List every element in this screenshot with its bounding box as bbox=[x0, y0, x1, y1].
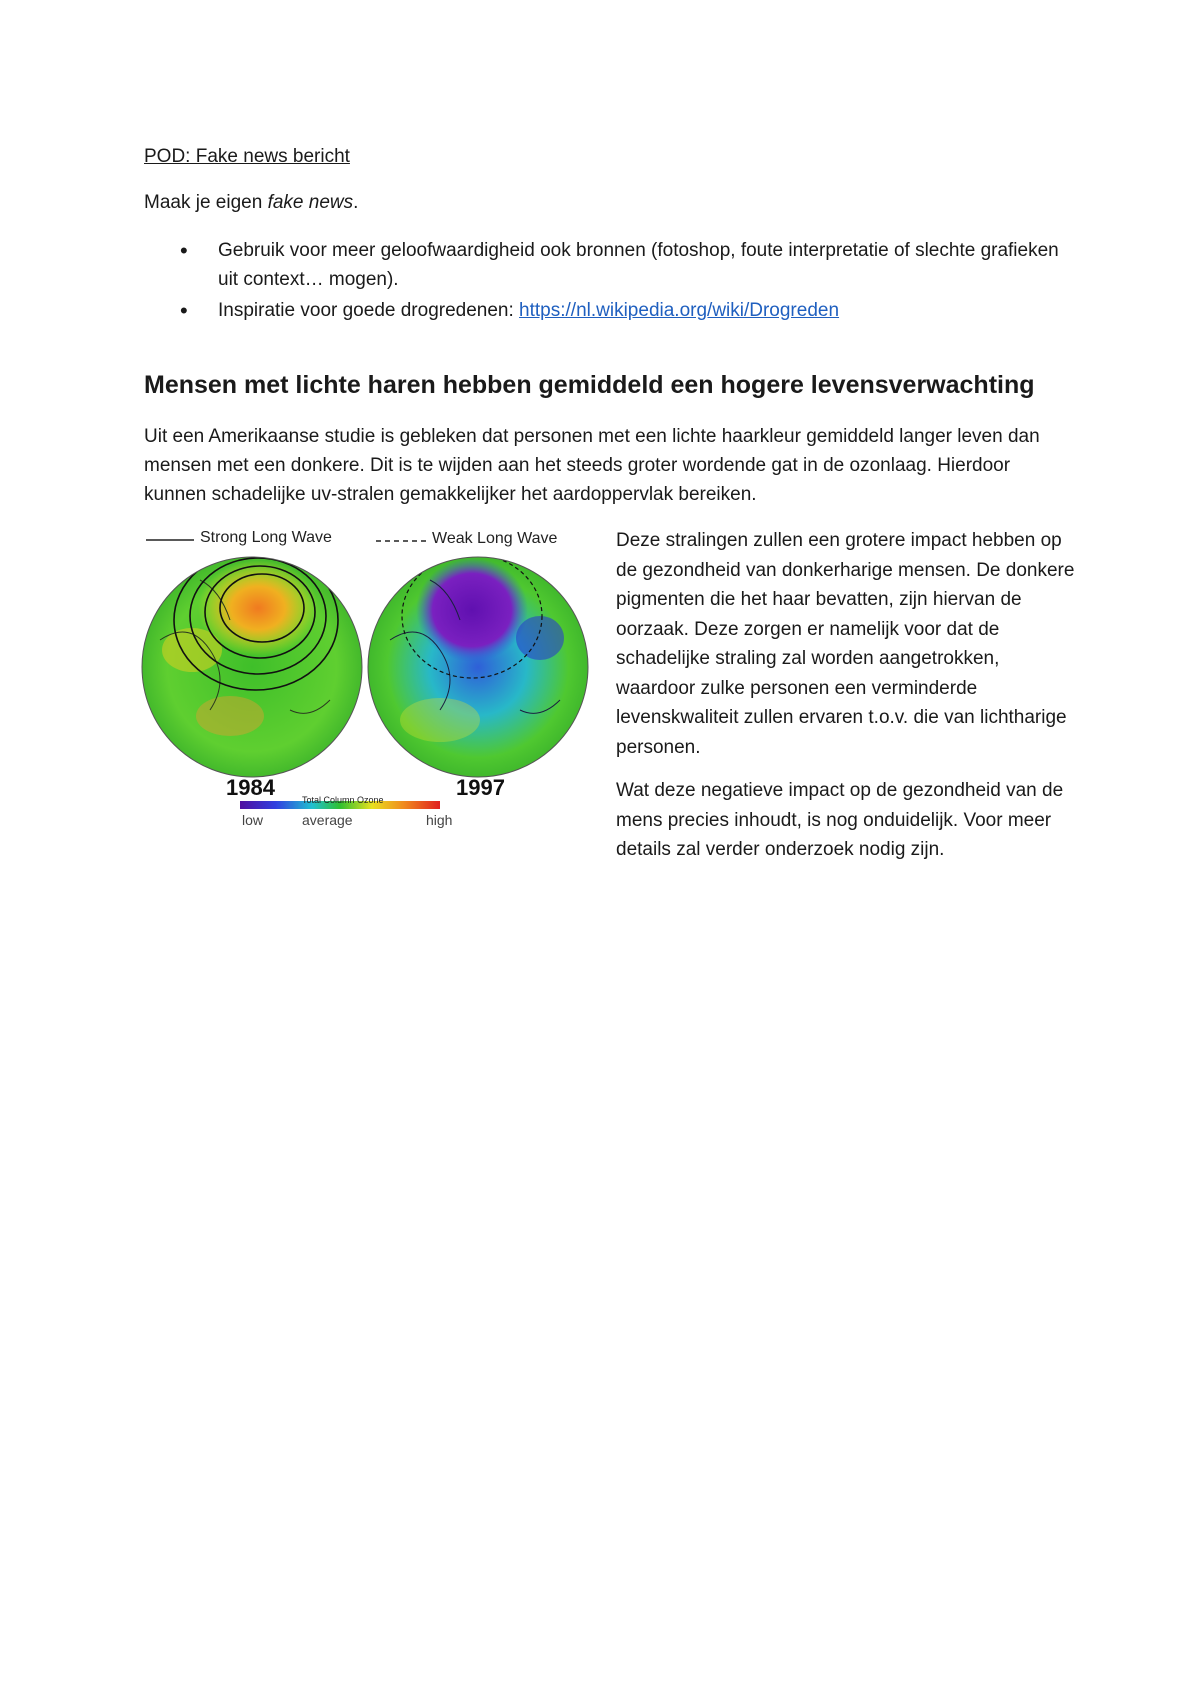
ozone-figure bbox=[140, 520, 600, 850]
wikipedia-link[interactable]: https://nl.wikipedia.org/wiki/Drogreden bbox=[519, 300, 840, 321]
article-paragraph-2: Deze stralingen zullen een grotere impact hebben op de gezondheid van donkerharige mensen. De donkere pigmenten die het haar bevatten, zijn hiervan de oorzaak. Deze zorgen er namelijk voor dat de schadelijke straling zal worden aangetrokken, waardoor zulke personen een verminderde levenskwaliteit zullen ervaren t.o.v. die van lichtharige personen. bbox=[616, 530, 1075, 758]
year-1984-label: 1984 bbox=[226, 775, 275, 800]
intro-line bbox=[144, 192, 358, 214]
legend-weak-label: Weak Long Wave bbox=[432, 530, 558, 547]
legend-strong-label: Strong Long Wave bbox=[200, 529, 332, 546]
intro-text: Maak je eigen bbox=[144, 192, 268, 213]
year-1997-label: 1997 bbox=[456, 775, 505, 800]
list-item bbox=[144, 236, 1074, 294]
list-item bbox=[144, 296, 1074, 325]
article-paragraph-3: Wat deze negatieve impact op de gezondheid van de mens precies inhoudt, is nog onduidelijk. Voor meer details zal verder onderzoek nodig zijn. bbox=[616, 780, 1064, 860]
pod-label: POD: Fake news bericht bbox=[144, 146, 350, 167]
side-text bbox=[616, 526, 1078, 879]
article-heading: Mensen met lichte haren hebben gemiddeld een hogere levensverwachting bbox=[144, 371, 1035, 399]
colorbar-high-label: high bbox=[426, 812, 453, 828]
colorbar-average-label: average bbox=[302, 812, 353, 828]
list-item-text: Gebruik voor meer geloofwaardigheid ook bronnen (fotoshop, foute interpretatie of slechte grafieken uit context… mogen). bbox=[218, 240, 1059, 290]
intro-emphasis: fake news bbox=[267, 192, 354, 213]
list-item-text: Inspiratie voor goede drogredenen: bbox=[218, 300, 520, 321]
article-paragraph-1: Uit een Amerikaanse studie is gebleken dat personen met een lichte haarkleur gemiddeld langer leven dan mensen met een donkere. Dit is te wijden aan het steeds groter wordende gat in de ozonlaag. Hierdoor kunnen schadelijke uv-stralen gemakkelijker het aardoppervlak bereiken. bbox=[144, 426, 1040, 505]
colorbar-title: Total Column Ozone bbox=[302, 795, 384, 805]
colorbar-low-label: low bbox=[242, 812, 264, 828]
intro-period: . bbox=[353, 192, 359, 213]
instruction-list bbox=[144, 236, 1074, 325]
